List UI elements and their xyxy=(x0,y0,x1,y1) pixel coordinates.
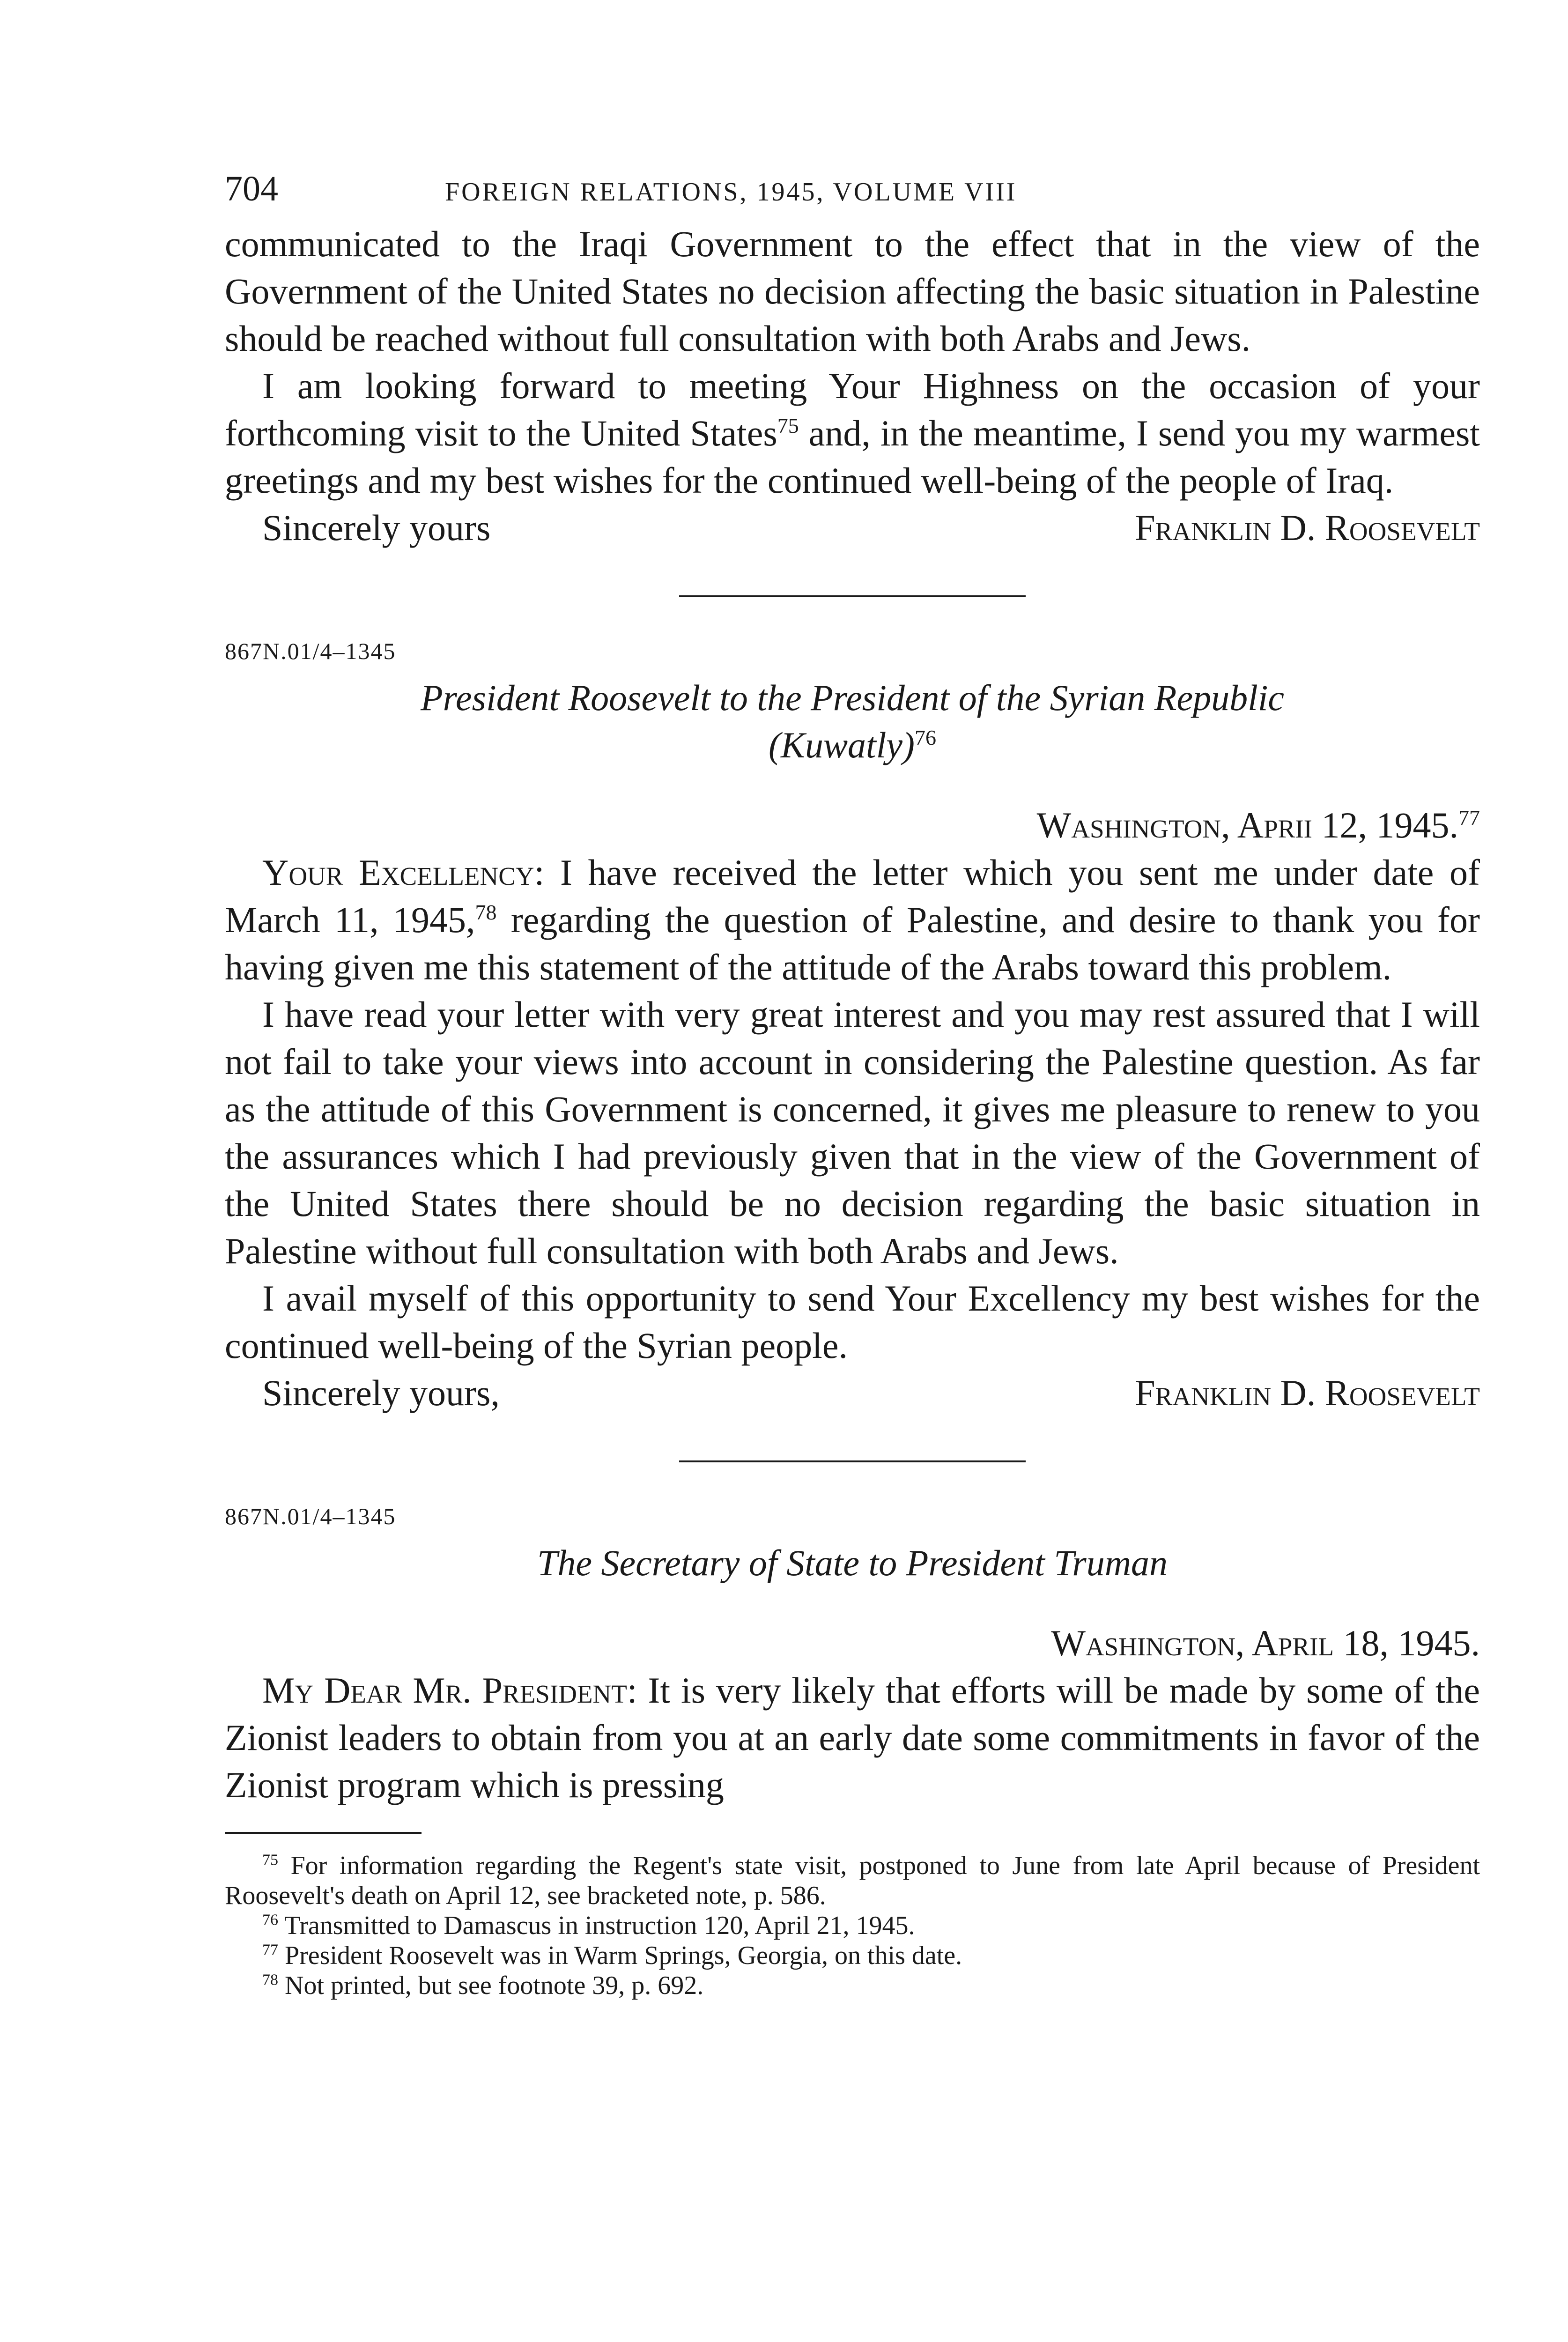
footnote-77 xyxy=(225,1941,1480,1971)
letter2-signature: Franklin D. Roosevelt xyxy=(1135,1372,1480,1413)
letter2-salutation: Your Excellency: xyxy=(262,852,545,893)
page-number: 704 xyxy=(225,169,278,208)
letter2-dateline-block xyxy=(225,801,1480,849)
letter1-paragraph-2-text-b: and, in the meantime, I send you my warmest greetings and my best wishes for the continued well-being of the people of Iraq. xyxy=(225,413,1480,501)
letter3-title: The Secretary of State to President Truman xyxy=(537,1542,1168,1583)
running-head xyxy=(225,169,1480,220)
letter1-paragraph-2-text-a: I am looking forward to meeting Your Highness on the occasion of your forthcoming visit to the United States xyxy=(225,365,1480,453)
running-title: FOREIGN RELATIONS, 1945, VOLUME VIII xyxy=(445,178,1017,207)
letter1-paragraph-1: communicated to the Iraqi Government to the effect that in the view of the Government of the United States no decision affecting the basic situation in Palestine should be reached without full consultation with both Arabs and Jews. xyxy=(225,223,1480,359)
footnote-ref-76[interactable]: 76 xyxy=(914,726,936,749)
footnote-ref-75[interactable]: 75 xyxy=(777,414,799,437)
footnote-ref-77[interactable]: 77 xyxy=(1458,806,1480,830)
letter2-paragraph-2: I have read your letter with very great interest and you may rest assured that I will not fail to take your views into account in considering the Palestine question. As far as the attitude of this Government is concerned, it gives me pleasure to renew to you the assurances which I had previously given that in the view of the Government of the United States there should be no decision regarding the basic situation in Palestine without full consultation with both Arabs and Jews. xyxy=(225,994,1480,1271)
letter3-salutation: My Dear Mr. President: xyxy=(262,1670,637,1711)
letter1-closing-block xyxy=(225,504,1480,551)
letter2-closing-block xyxy=(225,1369,1480,1416)
letter2-title-line-1: President Roosevelt to the President of the Syrian Republic xyxy=(420,677,1285,718)
letter2-file-number: 867N.01/4–1345 xyxy=(225,638,396,664)
letter2-paragraph-3: I avail myself of this opportunity to send Your Excellency my best wishes for the continued well-being of the Syrian people. xyxy=(225,1278,1480,1366)
letter2-paragraph-1-text-a: I have received the letter which you sent me under date of March 11, 1945, xyxy=(225,852,1480,940)
footnote-text: For information regarding the Regent's state visit, postponed to June from late April because of President Roosevelt's death on April 12, see bracketed note, p. 586. xyxy=(225,1851,1480,1910)
letter3-dateline: Washington, April 18, 1945. xyxy=(1051,1623,1480,1663)
footnote-text: Transmitted to Damascus in instruction 120, April 21, 1945. xyxy=(278,1911,915,1940)
footnote-76 xyxy=(225,1911,1480,1941)
letter1-signature: Franklin D. Roosevelt xyxy=(1135,507,1480,548)
letter3-paragraph-1-text: It is very likely that efforts will be made by some of the Zionist leaders to obtain from you at an early date some commitments in favor of the Zionist program which is pressing xyxy=(225,1670,1480,1805)
footnote-marker: 75 xyxy=(262,1851,278,1869)
letter2-dateline: Washington, Aprii 12, 1945. xyxy=(1036,805,1458,845)
letter3-file-number: 867N.01/4–1345 xyxy=(225,1503,396,1529)
footnote-78 xyxy=(225,1971,1480,2001)
footnote-text: Not printed, but see footnote 39, p. 692. xyxy=(278,1971,704,2000)
footnote-75 xyxy=(225,1851,1480,1911)
footnote-marker: 78 xyxy=(262,1971,278,1989)
letter2-closing: Sincerely yours, xyxy=(262,1372,500,1413)
footnote-marker: 76 xyxy=(262,1911,278,1929)
footnote-text: President Roosevelt was in Warm Springs, Georgia, on this date. xyxy=(278,1941,962,1970)
letter2-title-line-2-block xyxy=(225,721,1480,769)
letter1-paragraph-2 xyxy=(225,362,1480,504)
letter3-paragraph-1 xyxy=(225,1667,1480,1808)
footnote-marker: 77 xyxy=(262,1941,278,1959)
letter2-title xyxy=(225,674,1480,769)
footnotes xyxy=(225,1851,1480,2001)
letter2-title-line-2: (Kuwatly) xyxy=(769,725,915,765)
letter1-closing: Sincerely yours xyxy=(262,507,491,548)
letter2-paragraph-1-text-b: regarding the question of Palestine, and desire to thank you for having given me this statement of the attitude of the Arabs toward this problem. xyxy=(225,899,1480,987)
document-page xyxy=(225,169,1480,2001)
footnote-ref-78[interactable]: 78 xyxy=(475,900,497,924)
letter2-paragraph-1 xyxy=(225,849,1480,991)
